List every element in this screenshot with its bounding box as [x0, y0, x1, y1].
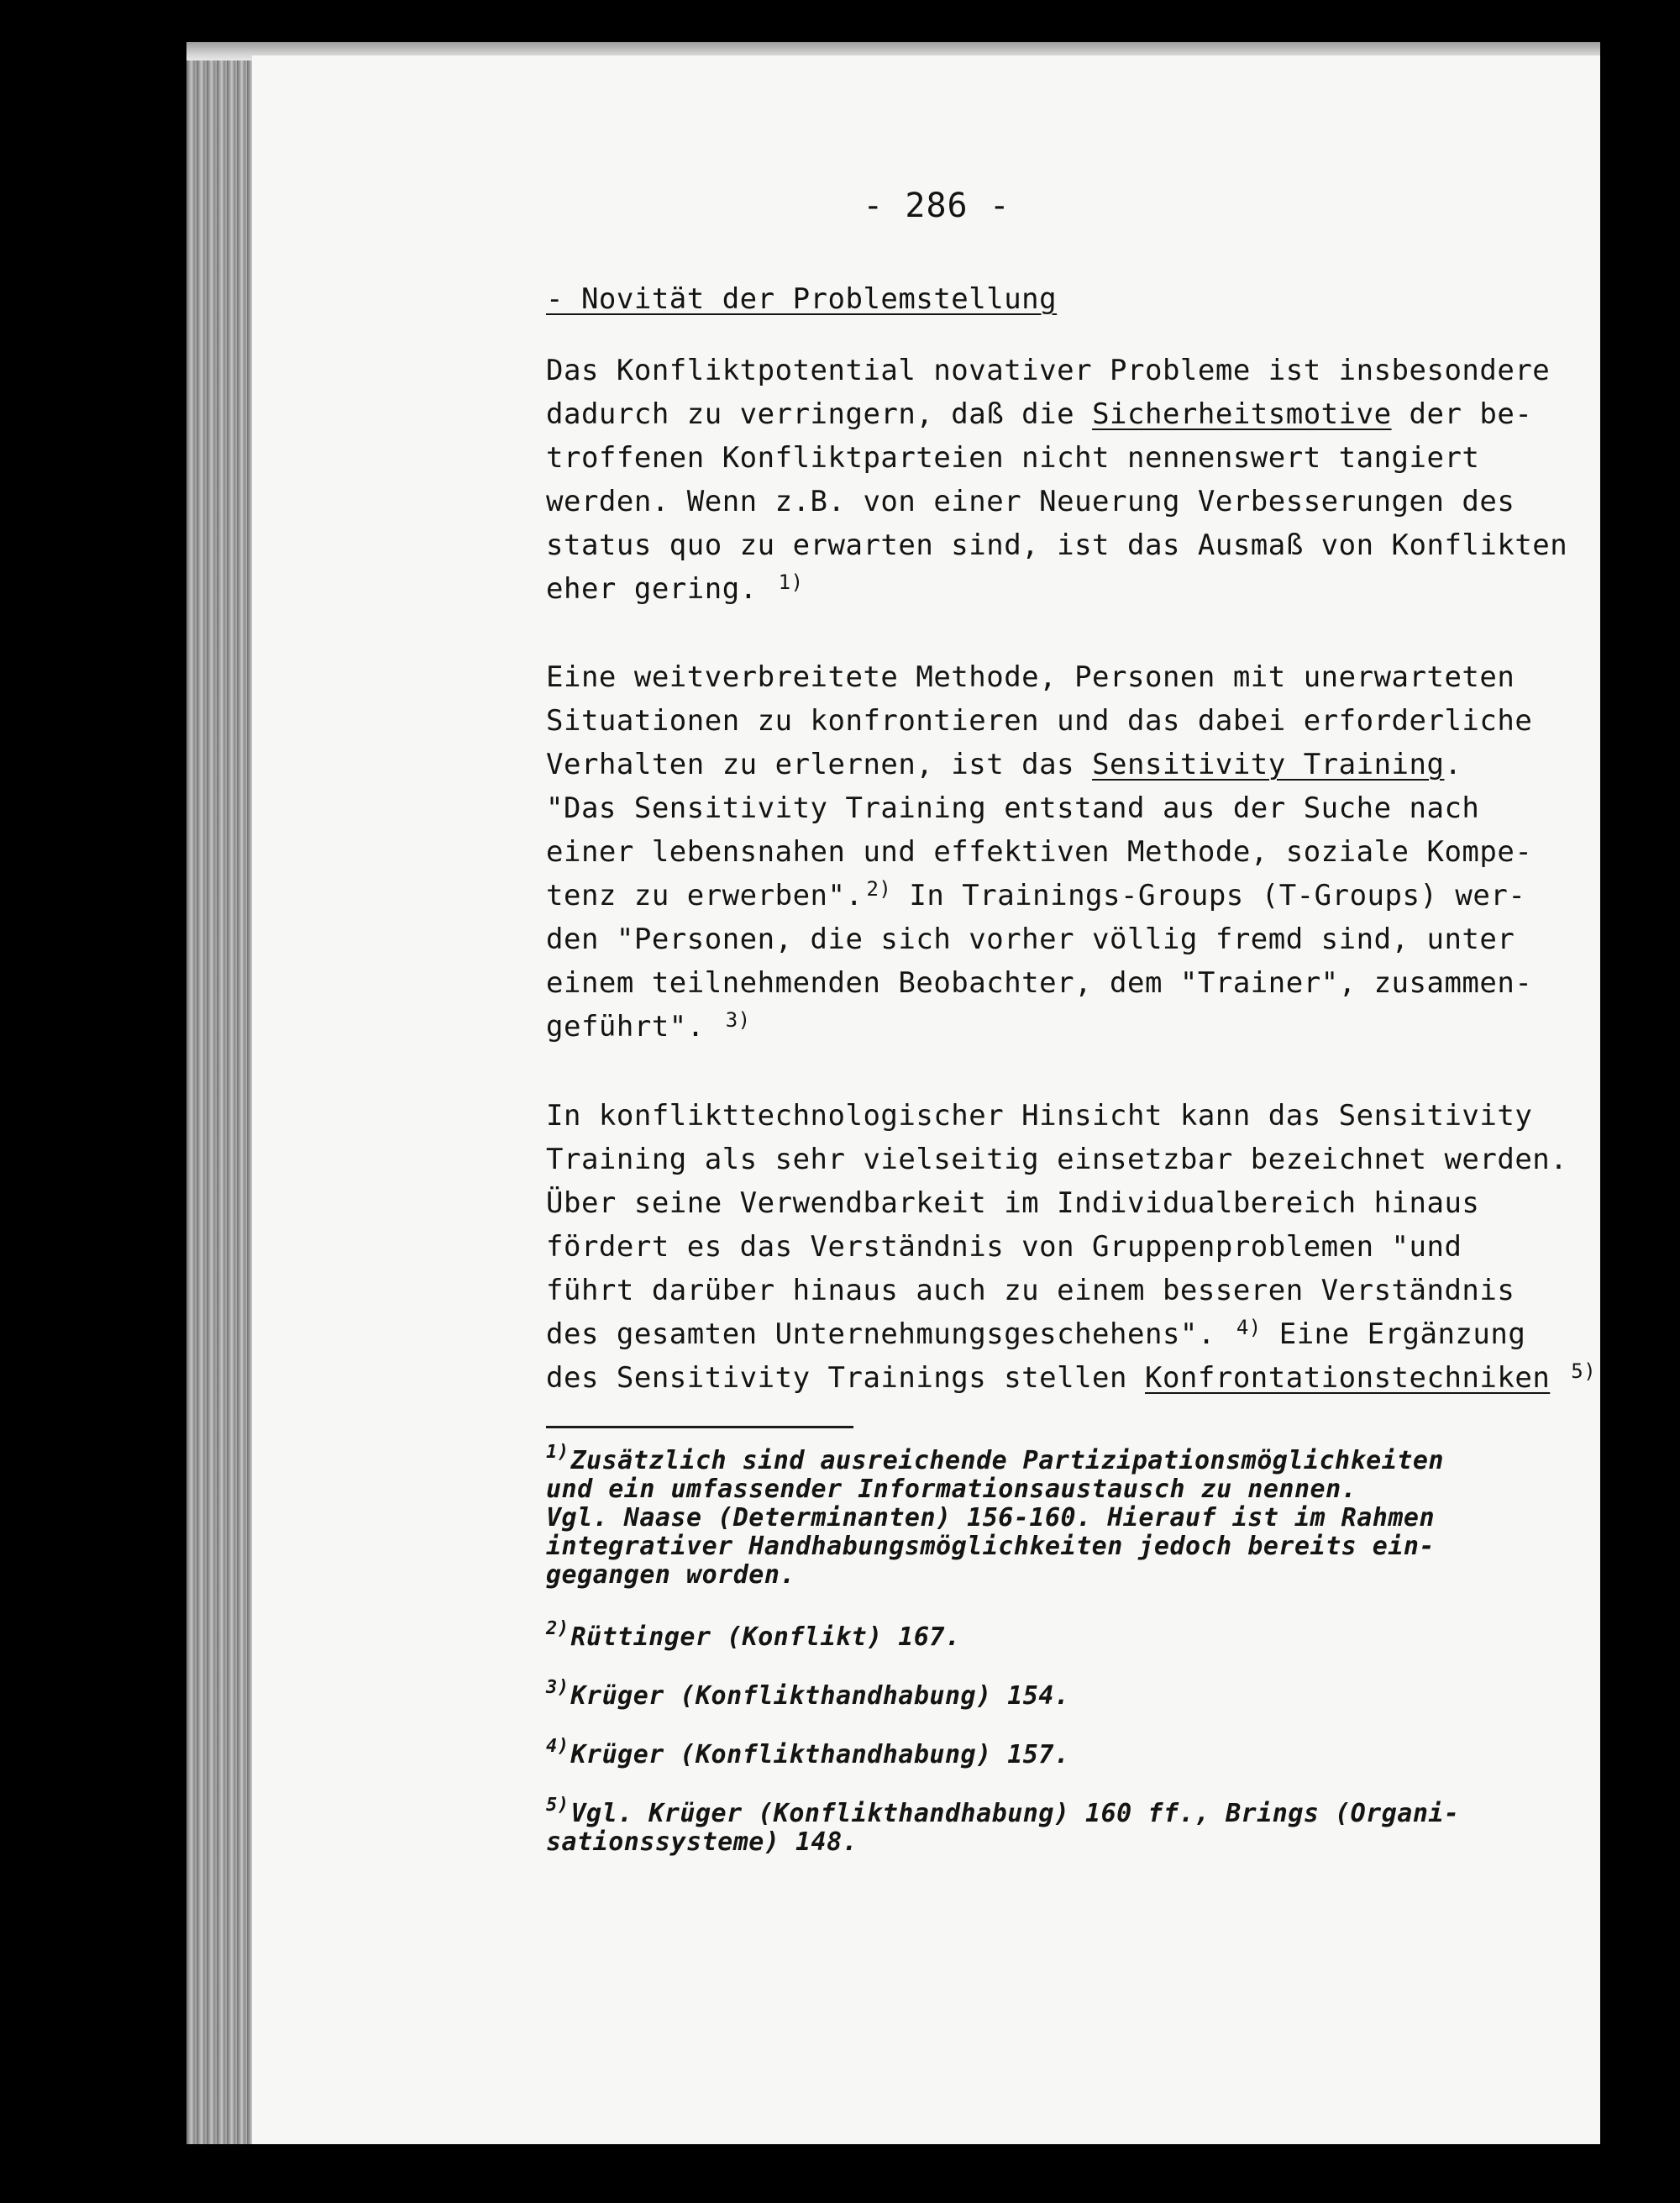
- text-run: In Trainings-Groups (T-Groups) wer-: [891, 879, 1526, 912]
- footnote-mark: 3): [546, 1677, 570, 1698]
- paragraph-1-line-4: werden. Wenn z.B. von einer Neuerung Verbesserungen des: [546, 485, 1515, 518]
- text-run: dadurch zu verringern, daß die: [546, 397, 1093, 431]
- footnote-2-line-1: [546, 1618, 961, 1652]
- paragraph-3-line-1: In konflikttechnologischer Hinsicht kann das Sensitivity: [546, 1099, 1533, 1133]
- footnote-1-line-4: integrativer Handhabungsmöglichkeiten jedoch bereits ein-: [546, 1532, 1436, 1561]
- paragraph-2-line-4: "Das Sensitivity Training entstand aus der Suche nach: [546, 791, 1480, 825]
- paragraph-1-line-5: status quo zu erwarten sind, ist das Ausmaß von Konflikten: [546, 528, 1568, 562]
- paragraph-3-line-7: [546, 1356, 1596, 1400]
- footnote-4: [546, 1736, 1070, 1769]
- footnote-reference: 4): [1236, 1316, 1262, 1339]
- text-run: der be-: [1391, 397, 1533, 431]
- book-page-edges: [186, 42, 255, 2144]
- text-run: des Sensitivity Trainings stellen: [546, 1361, 1145, 1395]
- paragraph-2-line-9: [546, 1005, 1532, 1049]
- footnote-5-line-2: sationssysteme) 148.: [546, 1827, 858, 1857]
- footnote-1-line-2: und ein umfassender Informationsaustausch zu nennen.: [546, 1475, 1357, 1504]
- text-run: tenz zu erwerben".: [546, 879, 864, 912]
- section-heading: [546, 277, 1057, 321]
- text-run: geführt".: [546, 1010, 705, 1044]
- paragraph-2-line-3: [546, 743, 1532, 786]
- underlined-term: Konfrontationstechniken: [1144, 1361, 1551, 1395]
- footnote-separator: [546, 1426, 853, 1428]
- text-run: Eine Ergänzung: [1261, 1317, 1526, 1351]
- footnote-mark: 5): [546, 1795, 570, 1816]
- footnote-reference: 5): [1571, 1359, 1597, 1383]
- paragraph-1-line-6: [546, 567, 1567, 611]
- section-heading-text: - Novität der Problemstellung: [546, 282, 1058, 316]
- paragraph-2-line-7: den "Personen, die sich vorher völlig fremd sind, unter: [546, 923, 1515, 956]
- footnote-reference: 1): [778, 570, 804, 594]
- footnote-1-line-5: gegangen worden.: [546, 1560, 795, 1590]
- paragraph-3: [546, 1094, 1596, 1400]
- page-number: - 286 -: [863, 187, 1011, 225]
- footnote-5: [546, 1795, 1460, 1857]
- footnote-1-line-1: [546, 1442, 1444, 1475]
- paragraph-3-line-3: Über seine Verwendbarkeit im Individualbereich hinaus: [546, 1186, 1480, 1220]
- footnote-mark: 4): [546, 1736, 570, 1757]
- footnote-mark: 1): [546, 1442, 570, 1463]
- paragraph-3-line-2: Training als sehr vielseitig einsetzbar bezeichnet werden.: [546, 1143, 1568, 1176]
- text-run: Rüttinger (Konflikt) 167.: [570, 1622, 961, 1652]
- footnote-2: [546, 1618, 961, 1652]
- paragraph-2-line-1: Eine weitverbreitete Methode, Personen mit unerwarteten: [546, 660, 1515, 694]
- paragraph-2-line-6: [546, 874, 1532, 917]
- paragraph-3-line-4: fördert es das Verständnis von Gruppenproblemen "und: [546, 1230, 1462, 1264]
- text-run: Zusätzlich sind ausreichende Partizipationsmöglichkeiten: [570, 1446, 1444, 1475]
- paragraph-3-line-5: führt darüber hinaus auch zu einem besseren Verständnis: [546, 1274, 1515, 1307]
- footnote-5-line-1: [546, 1795, 1460, 1828]
- paragraph-2-line-2: Situationen zu konfrontieren und das dabei erforderliche: [546, 704, 1533, 738]
- text-run: Verhalten zu erlernen, ist das: [546, 748, 1093, 781]
- footnote-mark: 2): [546, 1618, 570, 1639]
- text-run: .: [1444, 748, 1462, 781]
- paragraph-1-line-1: Das Konfliktpotential novativer Probleme ist insbesondere: [546, 354, 1551, 387]
- paragraph-2-line-8: einem teilnehmenden Beobachter, dem "Trainer", zusammen-: [546, 966, 1533, 1000]
- paragraph-1: [546, 349, 1567, 611]
- footnote-3-line-1: [546, 1677, 1070, 1711]
- underlined-term: Sensitivity Training: [1092, 748, 1445, 781]
- underlined-term: Sicherheitsmotive: [1092, 397, 1392, 431]
- text-run: des gesamten Unternehmungsgeschehens".: [546, 1317, 1215, 1351]
- footnote-3: [546, 1677, 1070, 1711]
- paragraph-1-line-3: troffenen Konfliktparteien nicht nennenswert tangiert: [546, 441, 1480, 475]
- paragraph-2-line-5: einer lebensnahen und effektiven Methode, soziale Kompe-: [546, 835, 1533, 869]
- footnote-1-line-3: Vgl. Naase (Determinanten) 156-160. Hierauf ist im Rahmen: [546, 1503, 1436, 1533]
- text-run: Krüger (Konflikthandhabung) 157.: [570, 1740, 1070, 1769]
- text-run: Krüger (Konflikthandhabung) 154.: [570, 1681, 1070, 1711]
- text-run: eher gering.: [546, 572, 758, 606]
- footnote-reference: 3): [725, 1008, 751, 1032]
- paragraph-1-line-2: [546, 392, 1567, 436]
- footnote-1: [546, 1442, 1444, 1590]
- paragraph-2: [546, 655, 1532, 1049]
- footnote-reference: 2): [866, 877, 892, 901]
- footnote-4-line-1: [546, 1736, 1070, 1769]
- text-run: Vgl. Krüger (Konflikthandhabung) 160 ff., Brings (Organi-: [570, 1799, 1460, 1828]
- paragraph-3-line-6: [546, 1312, 1596, 1356]
